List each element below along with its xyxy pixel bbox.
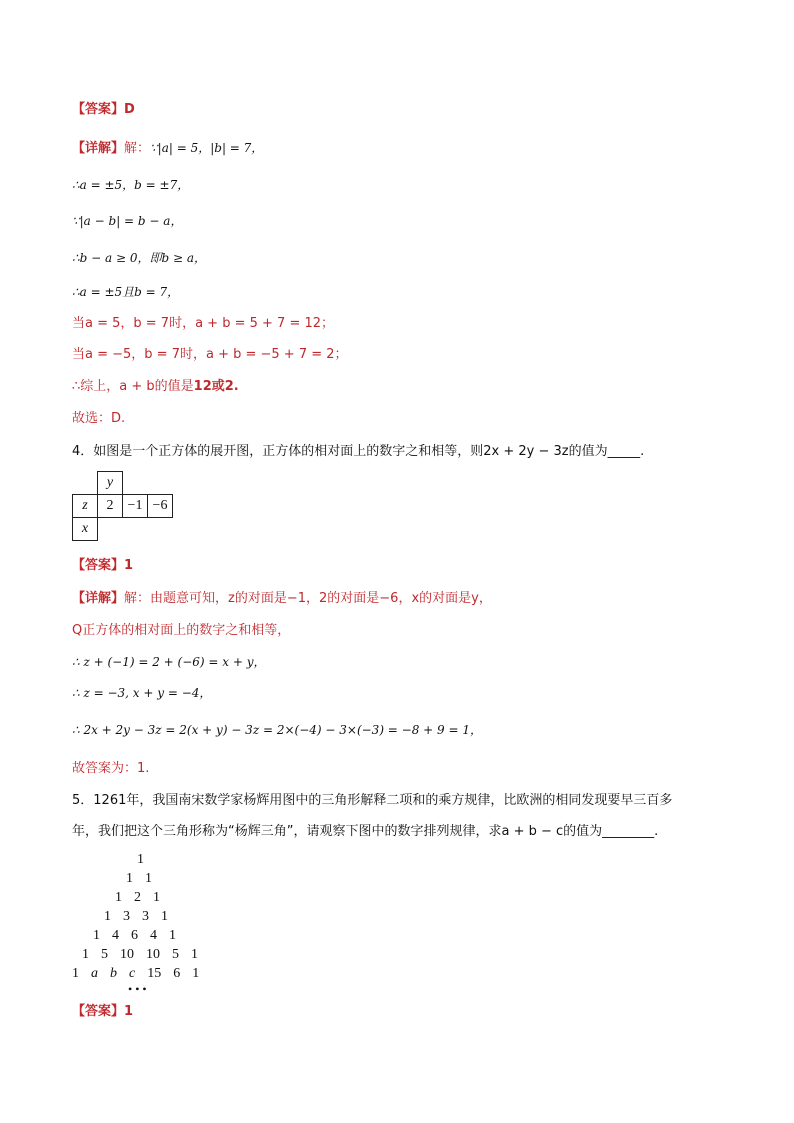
net-cell-empty: [148, 472, 173, 495]
net-cell-empty: [73, 472, 98, 495]
triangle-entry: 1: [104, 909, 111, 924]
net-cell-y: y: [98, 472, 123, 495]
triangle-row: [137, 852, 156, 868]
net-cell-z: z: [73, 495, 98, 518]
detail-line-3: 【详解】解：∵|a| = 5，|b| = 7，: [72, 141, 264, 156]
triangle-row: [126, 871, 164, 887]
net-cell-2: 2: [98, 495, 123, 518]
triangle-entry: 1: [126, 871, 133, 886]
triangle-entry: 6: [131, 928, 138, 943]
triangle-entry: 1: [153, 890, 160, 905]
triangle-entry: 6: [173, 966, 181, 981]
triangle-entry: 10: [146, 947, 160, 962]
q4-step-1: Q正方体的相对面上的数字之和相等，: [72, 623, 291, 638]
triangle-entry: 15: [147, 966, 162, 981]
q4-result: 故答案为：1.: [72, 761, 150, 776]
triangle-entry: 1: [192, 966, 200, 981]
q4-step-3: ∴ z = −3, x + y = −4，: [72, 686, 212, 700]
triangle-entry: 1: [72, 966, 79, 981]
conclusion-line: ∴综上，a + b的值是12或2.: [72, 379, 239, 394]
net-cell-x: x: [73, 518, 98, 541]
answer-line-3: 【答案】D: [72, 102, 135, 117]
q4-step-4: ∴ 2x + 2y − 3z = 2(x + y) − 3z = 2×(−4) − 3×(−3) = −8 + 9 = 1，: [72, 723, 483, 737]
detail-line-4: 【详解】解：由题意可知，z的对面是−1，2的对面是−6，x的对面是y，: [72, 591, 492, 606]
net-cell-neg6: −6: [148, 495, 173, 518]
question-4: 4．如图是一个正方体的展开图，正方体的相对面上的数字之和相等，则2x + 2y − 3z的值为_____.: [72, 444, 645, 459]
q4-step-2: ∴ z + (−1) = 2 + (−6) = x + y，: [72, 655, 266, 669]
net-cell-empty: [148, 518, 173, 541]
step-line-3: ∴b − a ≥ 0，即b ≥ a，: [72, 251, 206, 265]
triangle-entry: 3: [142, 909, 149, 924]
triangle-entry: 2: [134, 890, 141, 905]
triangle-entry: 4: [150, 928, 157, 943]
triangle-entry: 5: [101, 947, 108, 962]
triangle-row: [93, 928, 188, 944]
triangle-entry: 1: [82, 947, 89, 962]
triangle-row: [104, 909, 180, 925]
case-line-2: 当a = −5，b = 7时，a + b = −5 + 7 = 2；: [72, 347, 348, 362]
step-line-1: ∴a = ±5，b = ±7，: [72, 178, 190, 192]
net-cell-empty: [123, 518, 148, 541]
triangle-row: [115, 890, 172, 906]
question-5-line-1: 5．1261年，我国南宋数学家杨辉用图中的三角形解释二项和的乘方规律，比欧洲的相同发现要早三百多: [72, 793, 673, 808]
step-line-4: ∴a = ±5且b = 7，: [72, 285, 180, 299]
triangle-entry: 10: [120, 947, 134, 962]
choose-line: 故选：D.: [72, 411, 126, 426]
question-5-line-2: 年，我们把这个三角形称为“杨辉三角”，请观察下图中的数字排列规律，求a + b − c的值为________.: [72, 824, 659, 839]
cube-net: [72, 471, 173, 541]
net-cell-empty: [98, 518, 123, 541]
step-line-2: ∵|a − b| = b − a，: [72, 214, 183, 228]
triangle-ellipsis: • • •: [128, 982, 147, 996]
triangle-entry: 1: [93, 928, 100, 943]
triangle-entry: 3: [123, 909, 130, 924]
triangle-row: [72, 966, 211, 982]
triangle-entry: 1: [161, 909, 168, 924]
answer-line-5: 【答案】1: [72, 1004, 134, 1019]
triangle-entry: b: [110, 966, 117, 981]
case-line-1: 当a = 5，b = 7时，a + b = 5 + 7 = 12；: [72, 316, 335, 331]
triangle-entry: c: [129, 966, 136, 981]
triangle-entry: 1: [115, 890, 122, 905]
net-cell-neg1: −1: [123, 495, 148, 518]
triangle-entry: 1: [169, 928, 176, 943]
triangle-entry: 1: [137, 852, 144, 867]
answer-line-4: 【答案】1: [72, 558, 134, 573]
net-cell-empty: [123, 472, 148, 495]
triangle-entry: 4: [112, 928, 119, 943]
triangle-entry: a: [91, 966, 98, 981]
triangle-entry: 5: [172, 947, 179, 962]
triangle-row: [82, 947, 210, 963]
triangle-entry: 1: [145, 871, 152, 886]
triangle-entry: 1: [191, 947, 198, 962]
